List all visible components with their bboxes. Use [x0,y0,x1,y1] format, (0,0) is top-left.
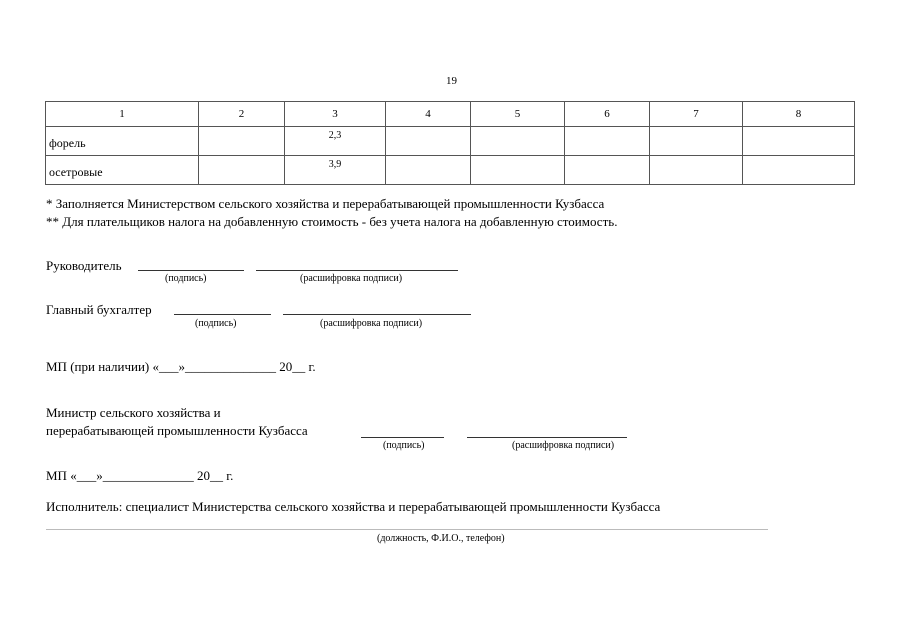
table-cell [386,127,471,156]
table-cell [471,127,565,156]
head-decoding-caption: (расшифровка подписи) [300,273,403,284]
table-cell [199,127,285,156]
data-table [45,101,855,185]
column-header: 5 [471,102,565,127]
column-header: 4 [386,102,471,127]
page-number: 19 [446,75,457,87]
table-row [46,156,855,185]
footnote-1: * Заполняется Министерством сельского хозяйства и перерабатывающей промышленности Кузбасса [46,196,605,211]
table-cell-value: 3,9 [285,156,386,185]
minister-label-line2: перерабатывающей промышленности Кузбасса [46,423,308,438]
executor-caption: (должность, Ф.И.О., телефон) [377,533,505,544]
table-cell [471,156,565,185]
table-cell [743,127,855,156]
table-row [46,127,855,156]
accountant-signature-caption: (подпись) [195,318,237,329]
table-cell [650,127,743,156]
head-decoding-line [256,270,458,271]
stamp-date-line-1: МП (при наличии) «___»______________ 20__ г. [46,359,316,374]
table-cell [743,156,855,185]
footnote-2: ** Для плательщиков налога на добавленную стоимость - без учета налога на добавленную стоимость. [46,214,618,229]
table-cell [565,156,650,185]
accountant-decoding-line [283,314,471,315]
executor-label: Исполнитель: специалист Министерства сельского хозяйства и перерабатывающей промышленности Кузбасса [46,499,661,514]
accountant-signature-line [174,314,271,315]
head-label: Руководитель [46,258,122,273]
column-header: 6 [565,102,650,127]
table-cell-value: 2,3 [285,127,386,156]
column-header: 7 [650,102,743,127]
accountant-decoding-caption: (расшифровка подписи) [320,318,423,329]
column-header: 2 [199,102,285,127]
table-header-row [46,102,855,127]
minister-signature-line [361,437,444,438]
head-signature-line [138,270,244,271]
executor-line [46,529,768,530]
minister-decoding-line [467,437,627,438]
table-cell [199,156,285,185]
table-cell [565,127,650,156]
minister-decoding-caption: (расшифровка подписи) [512,440,615,451]
column-header: 3 [285,102,386,127]
minister-signature-caption: (подпись) [383,440,425,451]
minister-label-line1: Министр сельского хозяйства и [46,405,221,420]
row-name-cell: осетровые [46,156,199,185]
table-cell [650,156,743,185]
row-name-cell: форель [46,127,199,156]
column-header: 1 [46,102,199,127]
stamp-date-line-2: МП «___»______________ 20__ г. [46,468,234,483]
column-header: 8 [743,102,855,127]
table-cell [386,156,471,185]
head-signature-caption: (подпись) [165,273,207,284]
chief-accountant-label: Главный бухгалтер [46,302,152,317]
